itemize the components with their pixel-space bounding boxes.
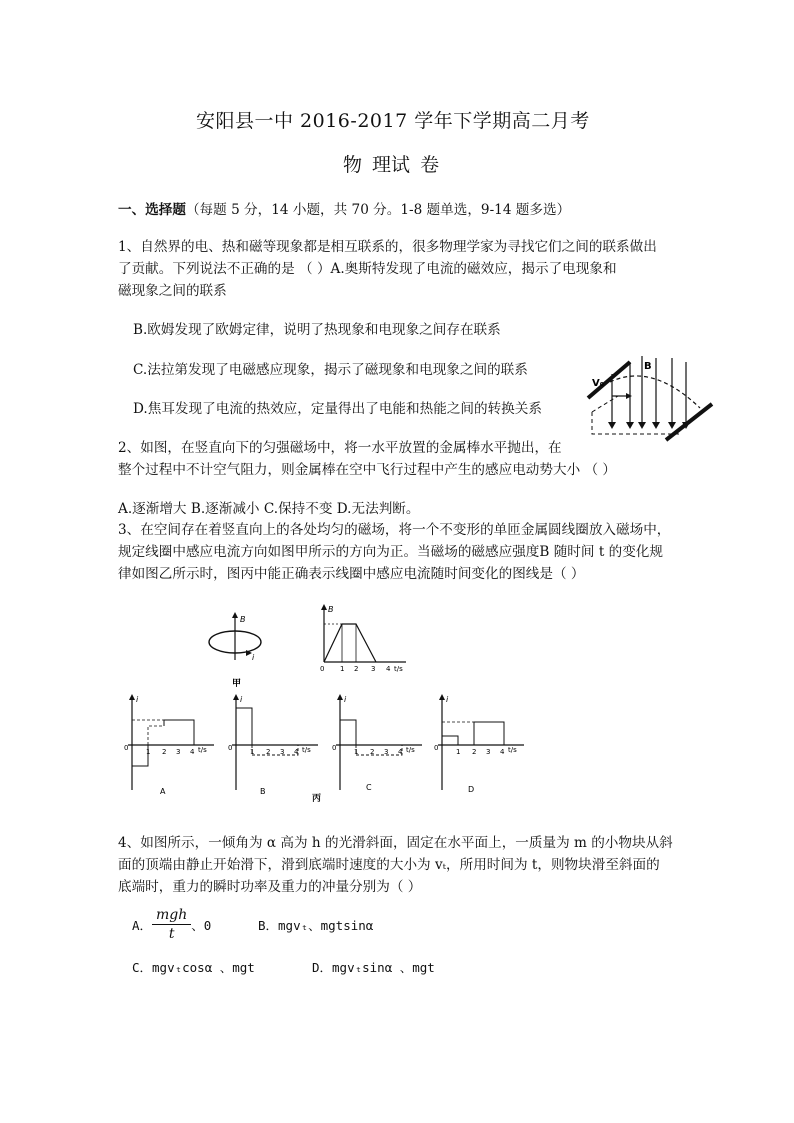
section-note: （每题 5 分，14 小题，共 70 分。1-8 题单选，9-14 题多选） bbox=[185, 202, 571, 218]
yi-tick-4: 4 bbox=[386, 665, 391, 673]
a-tick-2: 2 bbox=[162, 748, 167, 756]
label-jia: 甲 bbox=[232, 679, 242, 689]
c-t-axis: t/s bbox=[406, 746, 415, 754]
q4-option-d: D．mgvₜsinα 、mgt bbox=[312, 960, 435, 975]
q3-graph-b bbox=[222, 690, 322, 796]
yi-tick-3: 3 bbox=[371, 665, 376, 673]
a-t-axis: t/s bbox=[198, 746, 207, 754]
b-i-axis: i bbox=[240, 695, 243, 704]
c-i-axis: i bbox=[344, 695, 347, 704]
c-tick-3: 3 bbox=[384, 748, 389, 756]
q3-line1: 3、在空间存在着竖直向上的各处均匀的磁场，将一个不变形的单匝金属圆线圈放入磁场中， bbox=[118, 522, 671, 538]
graph-b-label: B bbox=[260, 787, 266, 796]
q2-line1: 2、如图，在竖直向下的匀强磁场中，将一水平放置的金属棒水平抛出，在 bbox=[118, 440, 562, 456]
fraction-denominator: t bbox=[168, 926, 175, 942]
section-heading bbox=[118, 198, 570, 218]
q2-fig-label-v0: V₀ bbox=[592, 378, 605, 389]
q1-line2: 了贡献。下列说法不正确的是 （ ）A.奥斯特发现了电流的磁效应，揭示了电现象和 bbox=[118, 261, 617, 277]
graph-a-label: A bbox=[160, 787, 166, 796]
label-bing: 丙 bbox=[312, 794, 322, 804]
q4-option-a-prefix: A． bbox=[132, 917, 153, 933]
graph-d-label: D bbox=[468, 785, 475, 794]
q3-line3: 律如图乙所示时，图丙中能正确表示线圈中感应电流随时间变化的图线是（ ） bbox=[118, 566, 585, 582]
q4-option-a bbox=[132, 906, 211, 943]
q4-line1: 4、如图所示，一倾角为 α 高为 h 的光滑斜面，固定在水平面上，一质量为 m 的小物块从斜 bbox=[118, 835, 673, 851]
a-i-axis: i bbox=[136, 695, 139, 704]
b-tick-1: 1 bbox=[250, 748, 255, 756]
c-tick-2: 2 bbox=[370, 748, 375, 756]
q4-option-a-fraction bbox=[152, 906, 191, 943]
q4-line3: 底端时，重力的瞬时功率及重力的冲量分别为（ ） bbox=[118, 879, 422, 895]
a-tick-1: 1 bbox=[146, 748, 151, 756]
exam-subtitle: 物 理试 卷 bbox=[343, 154, 440, 176]
q3-graph-c bbox=[326, 690, 426, 796]
q2-line2: 整个过程中不计空气阻力，则金属棒在空中飞行过程中产生的感应电动势大小 （ ） bbox=[118, 462, 617, 478]
q4-line2: 面的顶端由静止开始滑下，滑到底端时速度的大小为 vₜ，所用时间为 t，则物块滑至斜面的 bbox=[118, 857, 660, 873]
b-tick-4: 4 bbox=[294, 748, 299, 756]
q3-line2: 规定线圈中感应电流方向如图甲所示的方向为正。当磁场的磁感应强度B 随时间 t 的变化规 bbox=[118, 544, 663, 560]
yi-tick-2: 2 bbox=[354, 665, 359, 673]
q2-options: A.逐渐增大 B.逐渐减小 C.保持不变 D.无法判断。 bbox=[118, 501, 420, 517]
d-t-axis: t/s bbox=[508, 746, 517, 754]
a-tick-3: 3 bbox=[176, 748, 181, 756]
d-tick-3: 3 bbox=[486, 748, 491, 756]
d-i-axis: i bbox=[446, 695, 449, 704]
q2-fig-label-b: B bbox=[644, 361, 652, 372]
q1-option-d: D.焦耳发现了电流的热效应，定量得出了电能和热能之间的转换关系 bbox=[133, 401, 542, 417]
jia-b-label: B bbox=[240, 615, 246, 624]
q3-figure-jia bbox=[202, 610, 272, 690]
q1-line1: 1、自然界的电、热和磁等现象都是相互联系的，很多物理学家为寻找它们之间的联系做出 bbox=[118, 239, 657, 255]
b-tick-0: 0 bbox=[228, 744, 233, 752]
section-title: 一、选择题 bbox=[118, 202, 186, 218]
q1-option-c: C.法拉第发现了电磁感应现象，揭示了磁现象和电现象之间的联系 bbox=[133, 362, 528, 378]
q2-figure bbox=[582, 352, 722, 442]
d-tick-4: 4 bbox=[500, 748, 505, 756]
q3-graph-d bbox=[428, 690, 528, 796]
jia-i-label: i bbox=[252, 653, 255, 662]
q3-figure-yi bbox=[316, 604, 412, 676]
q1-line3: 磁现象之间的联系 bbox=[118, 283, 227, 299]
a-tick-0: 0 bbox=[124, 744, 129, 752]
yi-tick-1: 1 bbox=[340, 665, 345, 673]
b-tick-3: 3 bbox=[280, 748, 285, 756]
q3-graph-a bbox=[118, 690, 218, 796]
graph-c-label: C bbox=[366, 783, 372, 792]
d-tick-1: 1 bbox=[456, 748, 461, 756]
b-tick-2: 2 bbox=[266, 748, 271, 756]
q4-option-c: C．mgvₜcosα 、mgt bbox=[132, 960, 255, 975]
q4-option-b: B．mgvₜ、mgtsinα bbox=[258, 918, 374, 933]
d-tick-2: 2 bbox=[472, 748, 477, 756]
c-tick-0: 0 bbox=[332, 744, 337, 752]
b-t-axis: t/s bbox=[302, 746, 311, 754]
q4-option-a-suffix: 、0 bbox=[191, 917, 212, 933]
yi-b-axis: B bbox=[328, 605, 334, 614]
yi-tick-0: 0 bbox=[320, 665, 325, 673]
yi-t-axis: t/s bbox=[394, 665, 403, 673]
c-tick-4: 4 bbox=[398, 748, 403, 756]
exam-title: 安阳县一中 2016-2017 学年下学期高二月考 bbox=[196, 110, 590, 132]
a-tick-4: 4 bbox=[190, 748, 195, 756]
fraction-numerator: mgh bbox=[152, 906, 191, 925]
q1-option-b: B.欧姆发现了欧姆定律，说明了热现象和电现象之间存在联系 bbox=[133, 322, 501, 338]
c-tick-1: 1 bbox=[354, 748, 359, 756]
d-tick-0: 0 bbox=[434, 744, 439, 752]
